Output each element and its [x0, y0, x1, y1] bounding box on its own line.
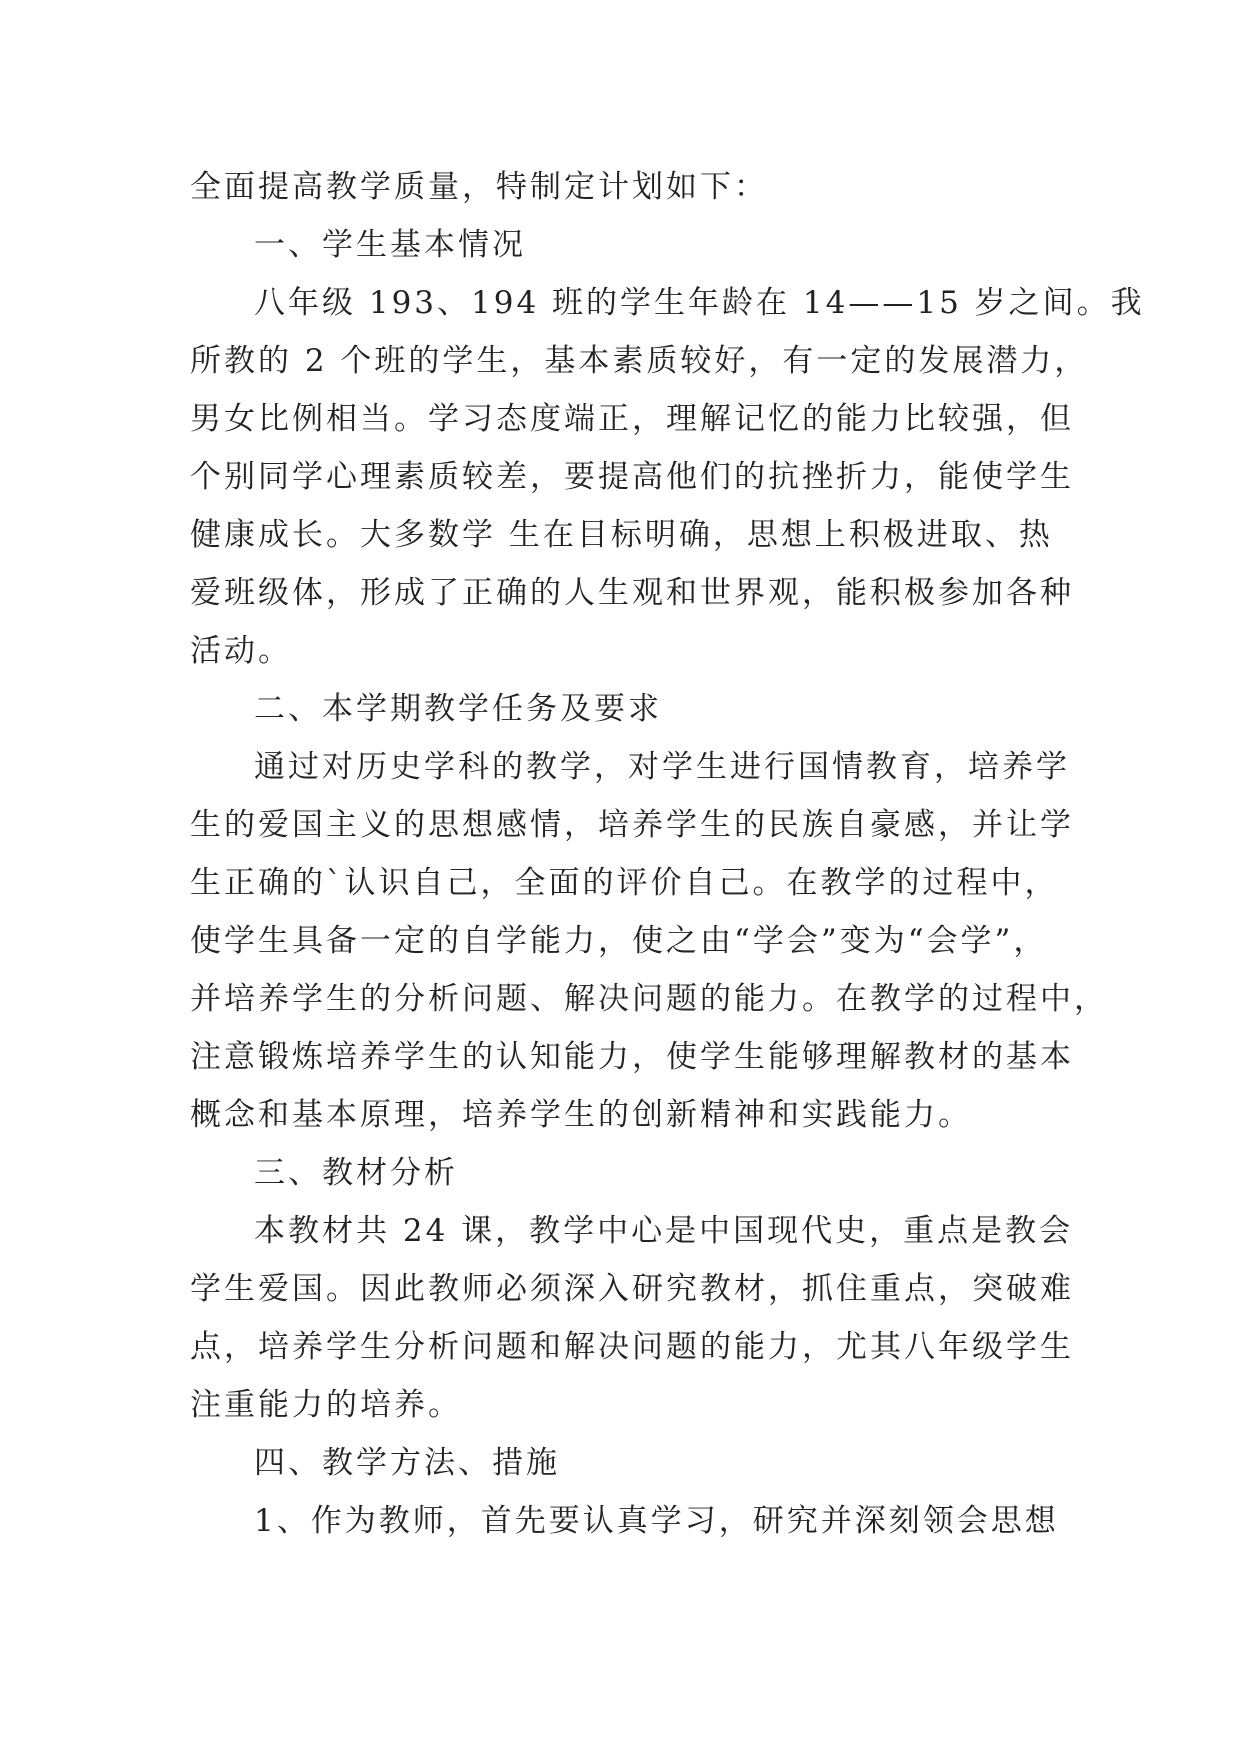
text-line: 爱班级体，形成了正确的人生观和世界观，能积极参加各种 — [190, 575, 1074, 611]
document-body — [190, 158, 1145, 1550]
text-line: 本教材共 24 课，教学中心是中国现代史，重点是教会 — [254, 1213, 1074, 1249]
text-line: 概念和基本原理，培养学生的创新精神和实践能力。 — [190, 1097, 972, 1133]
text-line: 健康成长。大多数学 生在目标明确，思想上积极进取、热 — [190, 517, 1053, 553]
text-line: 八年级 193、194 班的学生年龄在 14——15 岁之间。我 — [254, 285, 1145, 321]
section-heading-student-situation: 一、学生基本情况 — [254, 227, 526, 263]
text-line: 活动。 — [190, 633, 292, 669]
text-line: 全面提高教学质量，特制定计划如下： — [190, 169, 768, 205]
text-line: 并培养学生的分析问题、解决问题的能力。在教学的过程中， — [190, 981, 1108, 1017]
section-heading-textbook-analysis: 三、教材分析 — [254, 1155, 458, 1191]
text-line: 注意锻炼培养学生的认知能力，使学生能够理解教材的基本 — [190, 1039, 1074, 1075]
text-line: 所教的 2 个班的学生，基本素质较好，有一定的发展潜力， — [190, 343, 1089, 379]
text-line: 注重能力的培养。 — [190, 1387, 462, 1423]
text-line: 点，培养学生分析问题和解决问题的能力，尤其八年级学生 — [190, 1329, 1074, 1365]
text-line: 生的爱国主义的思想感情，培养学生的民族自豪感，并让学 — [190, 807, 1074, 843]
section-heading-tasks: 二、本学期教学任务及要求 — [254, 691, 662, 727]
text-line: 生正确的`认识自己，全面的评价自己。在教学的过程中， — [190, 865, 1059, 901]
text-line: 使学生具备一定的自学能力，使之由“学会”变为“会学”， — [190, 923, 1048, 959]
text-line: 学生爱国。因此教师必须深入研究教材，抓住重点，突破难 — [190, 1271, 1074, 1307]
text-line: 个别同学心理素质较差，要提高他们的抗挫折力，能使学生 — [190, 459, 1074, 495]
text-line: 1、作为教师，首先要认真学习，研究并深刻领会思想 — [254, 1503, 1059, 1539]
text-line: 通过对历史学科的教学，对学生进行国情教育，培养学 — [254, 749, 1070, 785]
section-heading-methods: 四、教学方法、措施 — [254, 1445, 560, 1481]
text-line: 男女比例相当。学习态度端正，理解记忆的能力比较强，但 — [190, 401, 1074, 437]
